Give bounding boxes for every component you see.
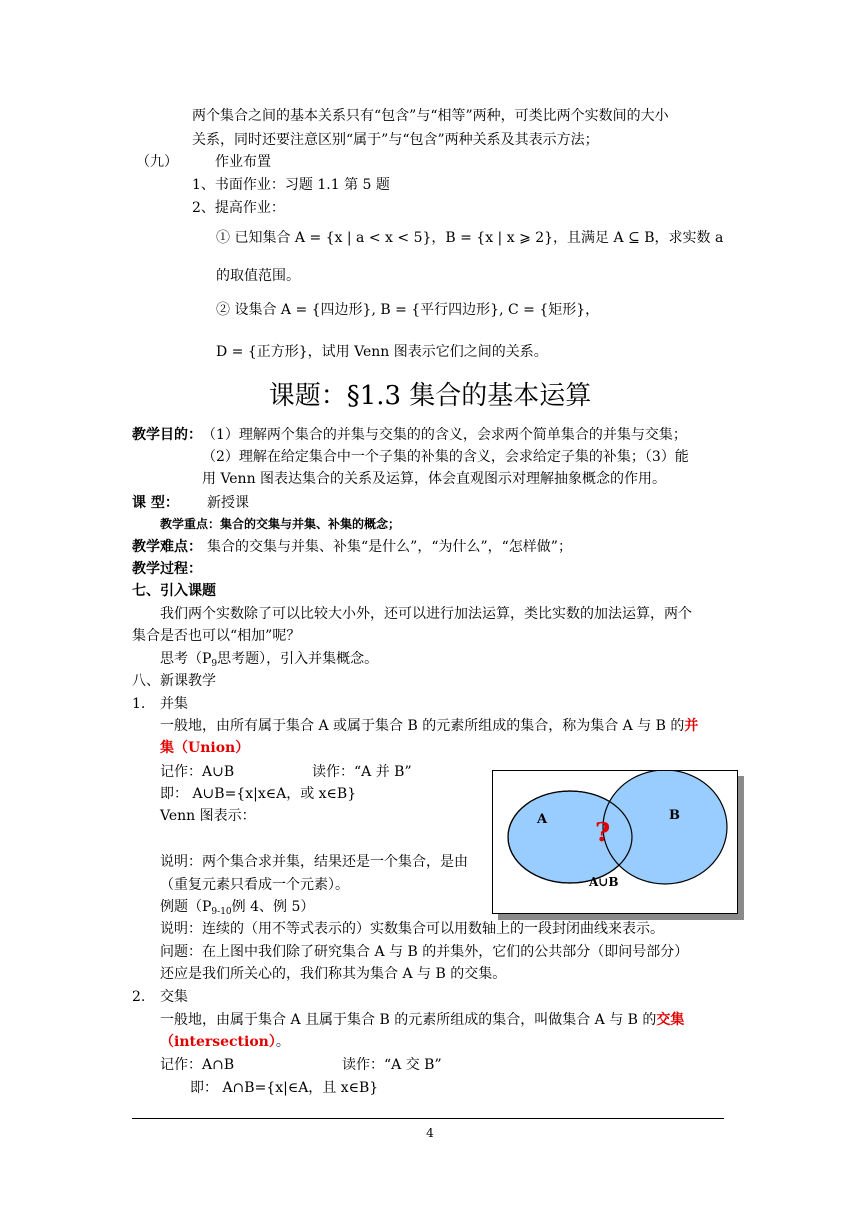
section-heading: 八、新课教学 [132, 673, 216, 689]
exercise-2: ② 设集合 A = {四边形}, B = {平行四边形}, C = {矩形}， [216, 302, 600, 318]
process-heading: 教学过程： [132, 561, 202, 577]
subsection-number: 2. [132, 989, 146, 1005]
difficulty-value: 集合的交集与并集、补集“是什么”，“为什么”，“怎样做”； [207, 539, 572, 555]
definition-line: 一般地，由所有属于集合 A 或属于集合 B 的元素所组成的集合，称为集合 A 与 B 的并 [160, 718, 699, 734]
notation-line: 记作：A∪B [160, 764, 235, 780]
section-heading: 七、引入课题 [132, 583, 216, 599]
paragraph-line: 集合是否也可以“相加”呢？ [132, 628, 301, 644]
page-number: 4 [426, 1126, 434, 1140]
paragraph-line: 思考（$P_9$思考题），引入并集概念。 [160, 651, 379, 669]
set-definition: 即： A∩B={x|∈A，且 x∈B} [190, 1080, 379, 1096]
subsection-heading: 并集 [160, 696, 188, 712]
text-line: 关系，同时还要注意区别“属于”与“包含”两种关系及其表示方法； [192, 132, 599, 148]
definition-line: 一般地，由属于集合 A 且属于集合 B 的元素所组成的集合，叫做集合 A 与 B 的交集 [160, 1012, 685, 1028]
set-a-label: A [537, 812, 548, 827]
example-line: 例题（$P_{9-10}$例 4、例 5） [160, 899, 315, 917]
explanation-line: 说明：两个集合求并集，结果还是一个集合，是由 [160, 854, 468, 870]
objectives-line: （1）理解两个集合的并集与交集的的含义，会求两个简单集合的并集与交集； [202, 427, 687, 443]
reading-line: 读作：“A 并 B” [312, 764, 412, 780]
homework-item: 2、提高作业： [192, 200, 285, 216]
exercise-1-cont: 的取值范围。 [216, 268, 300, 284]
homework-item: 1、书面作业：习题 1.1 第 5 题 [192, 177, 390, 193]
term-highlight-line: （intersection）。 [160, 1034, 290, 1050]
explanation-line: （重复元素只看成一个元素）。 [160, 877, 349, 893]
subsection-number: 1. [132, 696, 146, 712]
key-points: 教学重点：集合的交集与并集、补集的概念； [160, 517, 401, 531]
reading-line: 读作：“A 交 B” [342, 1057, 442, 1073]
venn-svg [493, 771, 737, 913]
objectives-line: （2）理解在给定集合中一个子集的补集的含义，会求给定子集的补集；（3）能 [202, 449, 689, 465]
section-heading: 作业布置 [215, 154, 271, 170]
term-highlight: 集（Union） [160, 740, 250, 756]
exercise-2-cont: D = {正方形}，试用 Venn 图表示它们之间的关系。 [216, 344, 548, 360]
notation-line: 记作：A∩B [160, 1057, 235, 1073]
footer-rule [132, 1118, 724, 1119]
explanation-line: 说明：连续的（用不等式表示的）实数集合可以用数轴上的一段封闭曲线来表示。 [160, 921, 664, 937]
objectives-label: 教学目的： [132, 427, 202, 443]
intersection-question-mark: ? [595, 818, 611, 848]
lesson-type-label: 课 型： [132, 495, 179, 511]
page-title: 课题：§1.3 集合的基本运算 [268, 381, 592, 411]
set-b-label: B [669, 808, 680, 823]
question-line: 问题：在上图中我们除了研究集合 A 与 B 的并集外，它们的公共部分（即问号部分） [160, 944, 689, 960]
venn-caption: Venn 图表示： [160, 808, 256, 824]
lesson-type-value: 新授课 [207, 495, 249, 511]
union-label: A∪B [589, 875, 619, 889]
difficulty-label: 教学难点： [132, 539, 202, 555]
set-definition: 即： A∪B={x|x∈A，或 x∈B} [160, 786, 357, 802]
question-line: 还应是我们所关心的，我们称其为集合 A 与 B 的交集。 [160, 966, 507, 982]
objectives-line: 用 Venn 图表达集合的关系及运算，体会直观图示对理解抽象概念的作用。 [202, 471, 667, 487]
subsection-heading: 交集 [160, 989, 188, 1005]
section-number: （九） [136, 154, 178, 170]
exercise-1: ① 已知集合 A = {x | a < x < 5}，B = {x | x ⩾ 2}，且满足 A ⊆ B，求实数 a [216, 230, 724, 246]
venn-diagram [492, 770, 738, 914]
set-b-circle [603, 771, 727, 884]
paragraph-line: 我们两个实数除了可以比较大小外，还可以进行加法运算，类比实数的加法运算，两个 [160, 606, 692, 622]
text-line: 两个集合之间的基本关系只有“包含”与“相等”两种，可类比两个实数间的大小 [192, 108, 669, 124]
